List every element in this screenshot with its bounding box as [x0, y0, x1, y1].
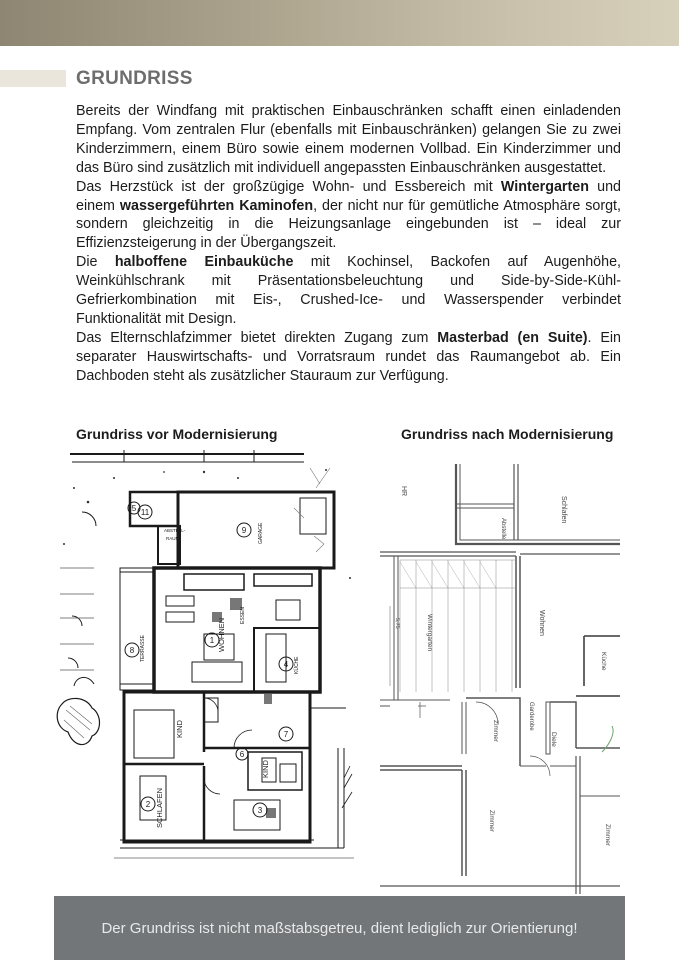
- room-label-kind: KIND: [175, 720, 184, 738]
- title-accent-bar: [0, 70, 66, 87]
- room-number: 2: [145, 800, 151, 809]
- section-title: GRUNDRISS: [76, 68, 193, 89]
- room-label-garage: GARAGE: [258, 522, 264, 544]
- room-number: 6: [239, 750, 245, 759]
- room-label-garderobe: Garderobe: [528, 702, 534, 731]
- room-label-diele: Diele: [550, 732, 557, 747]
- highlight-kaminofen: wassergeführten Kaminofen: [119, 197, 314, 214]
- floorplan-before: [54, 448, 354, 894]
- highlight-wintergarten: Wintergarten: [500, 178, 589, 195]
- room-label-kind: KIND: [261, 760, 270, 778]
- room-label-abstell: ABSTELL-: [164, 528, 186, 533]
- floorplan-after: [380, 456, 622, 894]
- room-label-zimmer: Zimmer: [488, 810, 495, 833]
- room-label-zimmer: Zimmer: [604, 824, 611, 847]
- room-number: 4: [283, 660, 289, 669]
- room-label-schlafen: SCHLAFEN: [155, 787, 164, 828]
- paragraph-entrance: Bereits der Windfang mit praktischen Einbauschränken schafft einen einladenden Empfang. Vom zentralen Flur (ebenfalls mit Einbauschränken) gelangen Sie zu zwei Kinderzimmern, einem Büro sowie einem modernen Vollbad. Ein Kinderzimmer und das Büro sind zusätzlich mit individuell angepassten Einbauschränken ausgestattet.: [76, 103, 621, 176]
- room-label-essen: ESSEN: [240, 607, 246, 624]
- room-number: 5: [131, 504, 137, 513]
- highlight-kitchen: halboffene Einbauküche: [114, 254, 294, 271]
- room-number: 9: [241, 526, 247, 535]
- room-label-hwr: HR: [400, 486, 407, 497]
- paragraph-bedroom: Das Elternschlafzimmer bietet direkten Zugang zum Masterbad (en Suite). Ein separater Hauswirtschafts- und Vorratsraum rundet das Raumangebot ab. Ein Dachboden steht als zusätzlicher Stauraum zur Verfügung.: [76, 329, 622, 384]
- description-text: [76, 102, 621, 386]
- room-label-abstelle: Abstelle: [500, 518, 506, 540]
- dimension-label: 5,75: [394, 618, 400, 629]
- room-label-wohnen: Wohnen: [538, 610, 545, 636]
- paragraph-kitchen: Die halboffene Einbauküche mit Kochinsel, Backofen auf Augenhöhe, Weinkühlschrank mit Präsentationsbeleuchtung und Side-by-Side-Kühl-Gefrierkombination mit Eis-, Crushed-Ice- und Wasserspender verbindet Funktionalität mit Design.: [76, 254, 621, 327]
- room-number: 11: [140, 508, 150, 517]
- room-label-wohnen: WOHNEN: [217, 617, 226, 652]
- caption-before: Grundriss vor Modernisierung: [76, 426, 278, 442]
- room-number: 8: [129, 646, 135, 655]
- room-label-wintergarten: Wintergarten: [426, 614, 433, 652]
- header-band: [0, 0, 679, 46]
- room-label-kueche: Küche: [600, 652, 607, 671]
- footer-banner: [54, 896, 625, 960]
- room-label-zimmer: Zimmer: [492, 720, 499, 743]
- room-label-kueche: KÜCHE: [294, 656, 300, 674]
- caption-after: Grundriss nach Modernisierung: [401, 426, 614, 442]
- room-label-raum: RAUM: [166, 536, 180, 541]
- room-label-schlafen: Schlafen: [560, 496, 567, 524]
- room-number: 1: [209, 636, 215, 645]
- room-label-terrasse: TERRASSE: [140, 635, 146, 662]
- room-number: 7: [283, 730, 289, 739]
- footer-disclaimer: Der Grundriss ist nicht maßstabsgetreu, dient lediglich zur Orientierung!: [101, 919, 578, 937]
- room-number: 3: [257, 806, 263, 815]
- highlight-masterbad: Masterbad (en Suite): [437, 329, 588, 346]
- paragraph-living: Das Herzstück ist der großzügige Wohn- und Essbereich mit Wintergarten und einem wassergeführten Kaminofen, der nicht nur für gemütliche Atmosphäre sorgt, sondern gleichzeitig in die Heizungsanlage eingebunden ist – ideal zur Effizienzsteigerung in der Übergangszeit.: [76, 178, 622, 252]
